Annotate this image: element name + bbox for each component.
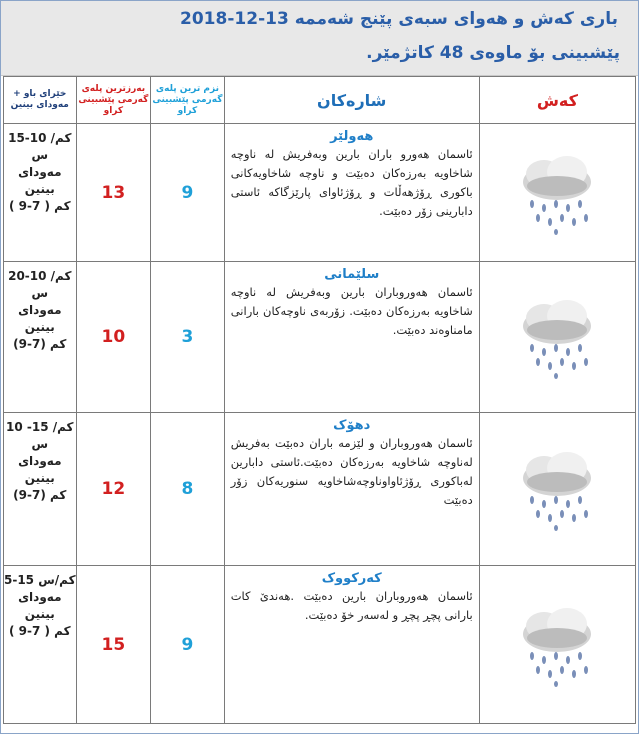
rain-cloud-icon — [512, 290, 602, 380]
visibility-label: مەودای بینین — [18, 454, 62, 485]
max-temp-value: 13 — [76, 124, 151, 262]
wind-cell — [4, 262, 77, 413]
max-temp-value: 10 — [76, 262, 151, 413]
min-temp-value: 9 — [151, 124, 225, 262]
table-row — [4, 124, 636, 262]
weather-icon-cell — [479, 262, 635, 413]
weather-description: ئاسمان هەوروباران بارین وبەفریش لە ناوچە شاخاویە بەرزەکان دەبێت. زۆربەی ناوچەکان بارانی مامناوەند دەبێت. — [230, 285, 473, 337]
visibility-value: (9-7) کم — [13, 488, 67, 502]
city-description-cell — [224, 566, 479, 724]
weather-icon-cell — [479, 413, 635, 566]
city-name: کەرکووک — [321, 571, 382, 586]
weather-description: ئاسمان هەوروباران بارین دەبێت .هەندێ کات بارانی پچڕ پچڕ و لەسەر خۆ دەبێت. — [230, 589, 473, 622]
wind-cell — [4, 413, 77, 566]
page-title: باری کەش و هەوای سبەی پێنج شەممە 13-12-2018 — [180, 9, 618, 29]
max-temp-value: 12 — [76, 413, 151, 566]
max-temp-column-header: بەرزترین پلەی گەرمی پێشبینی کراو — [76, 77, 151, 124]
header-banner — [1, 1, 638, 76]
city-name: سلێمانی — [324, 267, 380, 282]
weather-description: ئاسمان هەوروباران و لێزمە باران دەبێت بەفریش لەناوچە شاخاویە بەرزەکان دەبێت.ئاستی دابارین لەباکوری ڕۆژئاواوناوچەشاخاویە سنوریەکان زۆر دەبێت — [230, 436, 473, 507]
visibility-label: مەودای بینین — [18, 303, 62, 334]
wind-cell — [4, 124, 77, 262]
wind-cell — [4, 566, 77, 724]
visibility-value: ( 9-7 ) کم — [8, 624, 71, 638]
wind-speed: 20-10 کم/س — [8, 269, 72, 300]
weather-icon-cell — [479, 124, 635, 262]
wind-speed: 5-15 کم/س — [4, 573, 76, 587]
cities-column-header: شارەکان — [224, 77, 479, 124]
table-row — [4, 262, 636, 413]
city-description-cell — [224, 262, 479, 413]
page-subtitle: پێشبینی بۆ ماوەی 48 کاتژمێر. — [366, 43, 620, 63]
city-description-cell — [224, 413, 479, 566]
wind-speed: 10 -15 کم/س — [6, 420, 74, 451]
min-temp-value: 8 — [151, 413, 225, 566]
weather-description: ئاسمان هەورو باران بارین وبەفریش لە ناوچە شاخاویە بەرزەکان دەبێت و ناوچە شاخاویەکانی باکوری ڕۆژهەڵات و ڕۆژئاوای پارێزگاکە ئاستی دابارینی زۆر دەبێت. — [230, 147, 473, 218]
min-temp-value: 9 — [151, 566, 225, 724]
table-header-row — [4, 77, 636, 124]
rain-cloud-icon — [512, 146, 602, 236]
max-temp-value: 15 — [76, 566, 151, 724]
wind-speed: 15-10 کم/س — [8, 131, 72, 162]
rain-cloud-icon — [512, 442, 602, 532]
min-temp-column-header: نزم ترین پلەی گەرمی پێشبینی کراو — [151, 77, 225, 124]
city-description-cell — [224, 124, 479, 262]
visibility-label: مەودای بینین — [18, 590, 62, 621]
city-name: هەولێر — [330, 129, 374, 144]
visibility-value: (9-7) کم — [13, 337, 67, 351]
rain-cloud-icon — [512, 598, 602, 688]
table-row — [4, 566, 636, 724]
wind-column-header: خێرای باو + مەودای بینین — [4, 77, 77, 124]
forecast-table — [3, 76, 636, 724]
visibility-label: مەودای بینین — [18, 165, 62, 196]
weather-icon-cell — [479, 566, 635, 724]
table-row — [4, 413, 636, 566]
min-temp-value: 3 — [151, 262, 225, 413]
city-name: دهۆک — [333, 418, 371, 433]
weather-column-header: کەش — [479, 77, 635, 124]
visibility-value: ( 9-7 ) کم — [8, 199, 71, 213]
